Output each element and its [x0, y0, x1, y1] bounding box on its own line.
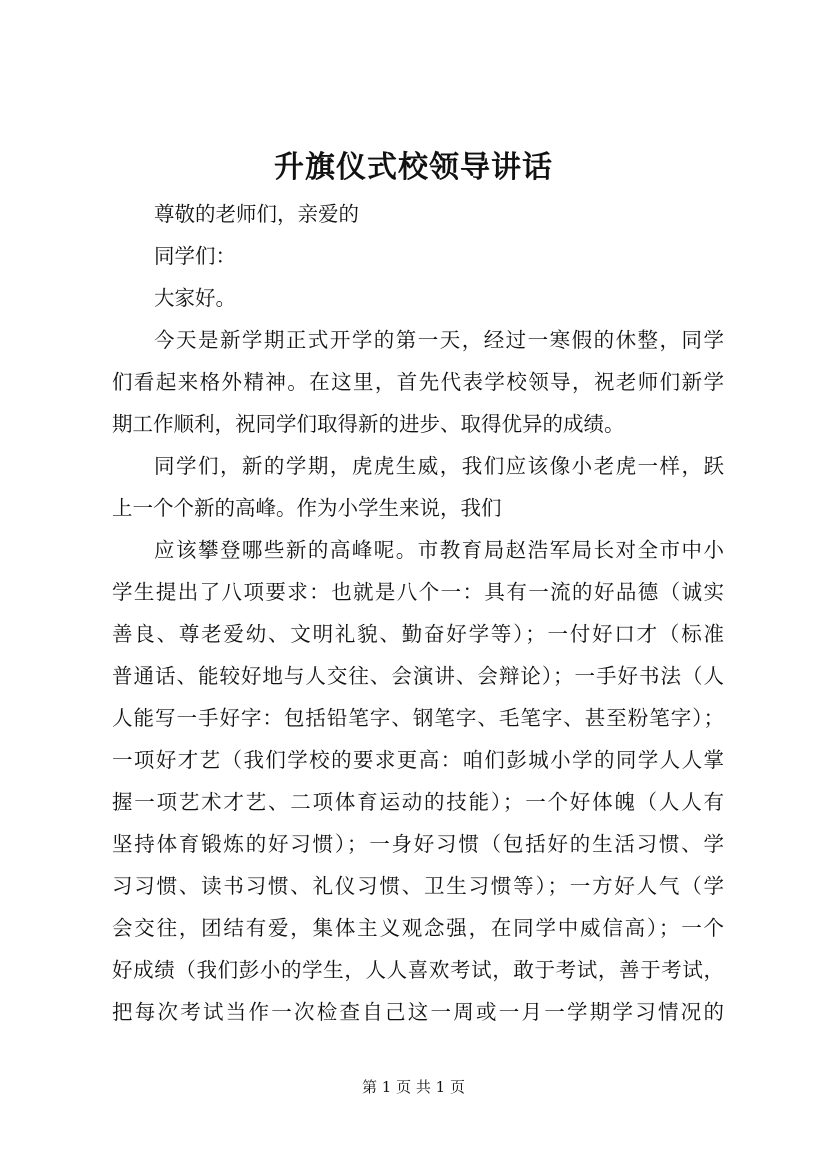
- document-title: 升旗仪式校领导讲话: [274, 150, 553, 185]
- text-line: 一项好才艺（我们学校的要求更高：咱们彭城小学的同学人人掌: [112, 748, 724, 772]
- text-line: 好成绩（我们彭小的学生，人人喜欢考试，敢于考试，善于考试，: [112, 958, 724, 982]
- page-footer: 第 1 页 共 1 页: [362, 1078, 465, 1096]
- text-line: 大家好。: [154, 286, 236, 310]
- text-line: 学生提出了八项要求：也就是八个一：具有一流的好品德（诚实: [112, 580, 724, 604]
- text-line: 会交往，团结有爱，集体主义观念强，在同学中威信高）；一个: [112, 916, 724, 940]
- text-line: 期工作顺利，祝同学们取得新的进步、取得优异的成绩。: [112, 412, 625, 436]
- text-line: 握一项艺术才艺、二项体育运动的技能）；一个好体魄（人人有: [112, 790, 724, 814]
- text-line: 们看起来格外精神。在这里，首先代表学校领导，祝老师们新学: [112, 370, 724, 394]
- text-line: 上一个个新的高峰。作为小学生来说，我们: [112, 496, 502, 520]
- text-line: 同学们，新的学期，虎虎生威，我们应该像小老虎一样，跃: [154, 454, 724, 478]
- text-line: 普通话、能较好地与人交往、会演讲、会辩论）；一手好书法（人: [112, 664, 724, 688]
- text-line: 坚持体育锻炼的好习惯）；一身好习惯（包括好的生活习惯、学: [112, 832, 724, 856]
- text-line: 今天是新学期正式开学的第一天，经过一寒假的休整，同学: [154, 328, 724, 352]
- text-line: 习习惯、读书习惯、礼仪习惯、卫生习惯等）；一方好人气（学: [112, 874, 724, 898]
- text-line: 同学们：: [154, 244, 236, 268]
- text-line: 把每次考试当作一次检查自己这一周或一月一学期学习情况的: [112, 1000, 724, 1024]
- text-line: 善良、尊老爱幼、文明礼貌、勤奋好学等）；一付好口才（标准: [112, 622, 724, 646]
- text-line: 应该攀登哪些新的高峰呢。市教育局赵浩军局长对全市中小: [154, 538, 724, 562]
- text-line: 人能写一手好字：包括铅笔字、钢笔字、毛笔字、甚至粉笔字）；: [112, 706, 724, 730]
- document-body: [112, 193, 724, 1033]
- text-line: 尊敬的老师们，亲爱的: [154, 202, 359, 226]
